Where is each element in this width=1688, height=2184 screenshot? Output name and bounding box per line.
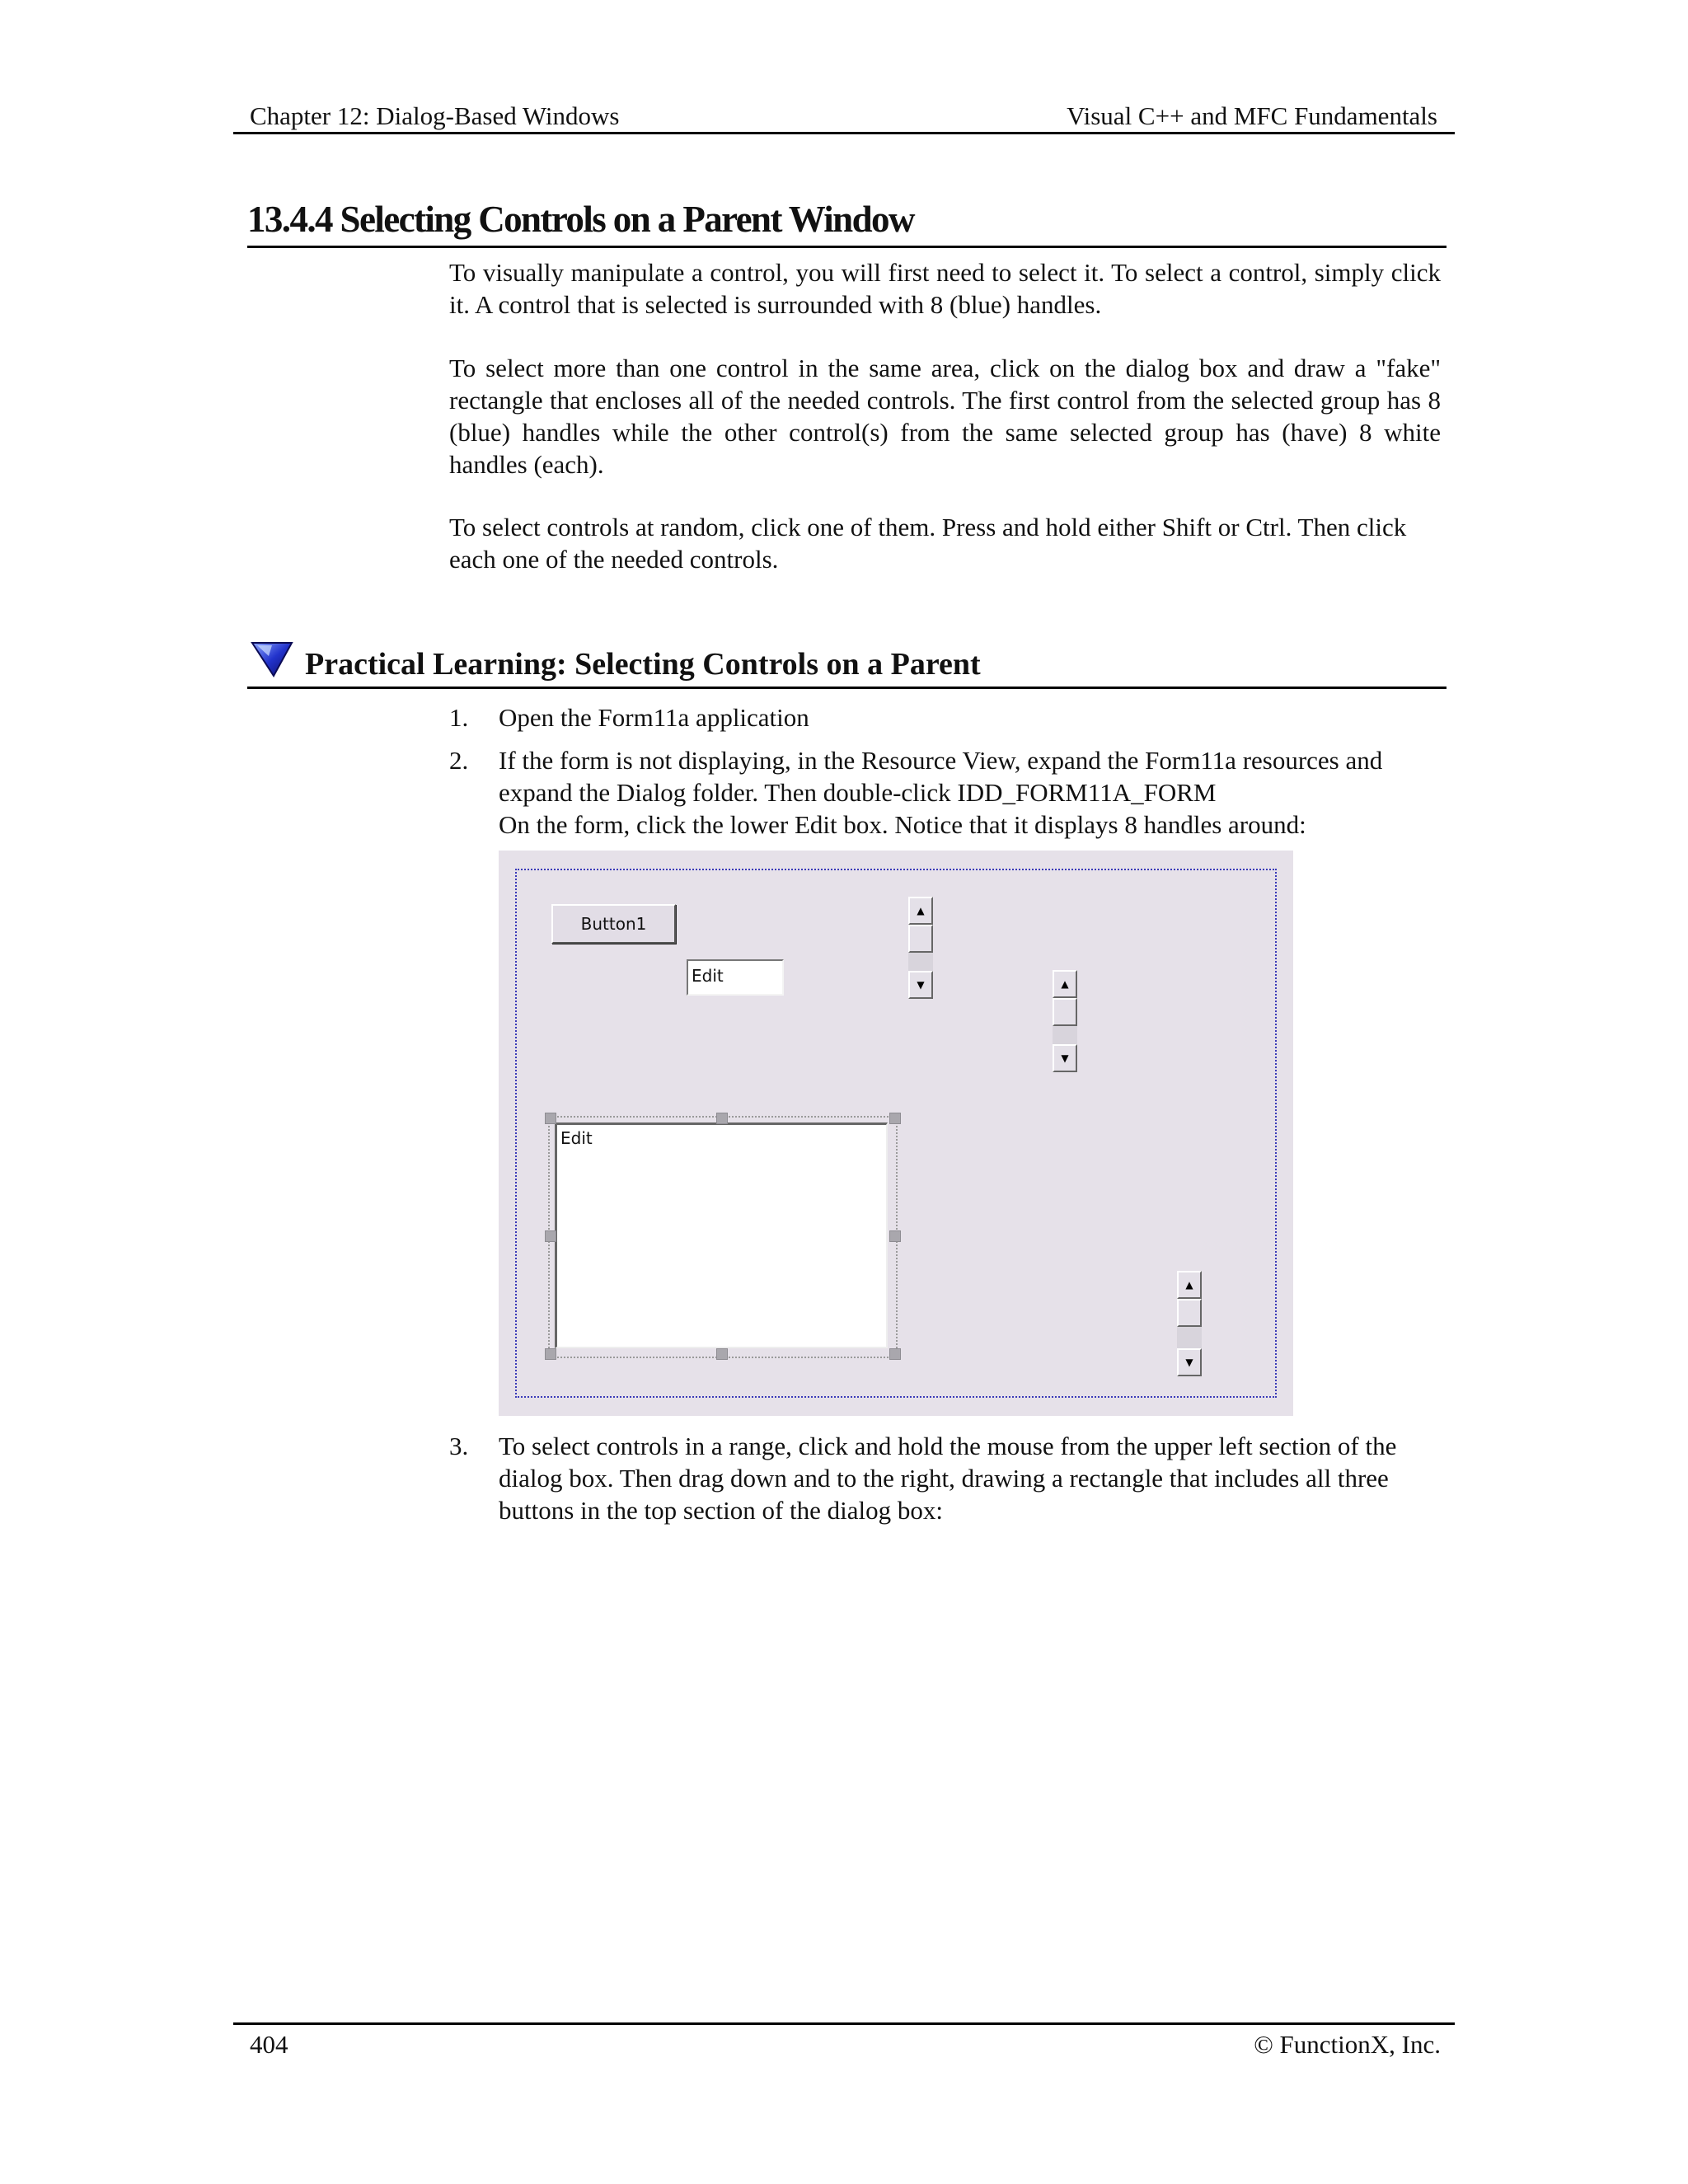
vertical-scrollbar[interactable] <box>908 897 933 999</box>
step-2 <box>449 744 1447 841</box>
step-number: 3. <box>449 1432 469 1460</box>
dialog-screenshot <box>499 851 1293 1416</box>
blue-triangle-icon <box>249 636 295 679</box>
resize-handle[interactable] <box>889 1113 901 1124</box>
scroll-track[interactable] <box>908 953 933 971</box>
resize-handle[interactable] <box>716 1348 728 1360</box>
step-number: 1. <box>449 703 469 732</box>
resize-handle[interactable] <box>889 1348 901 1360</box>
step-text: If the form is not displaying, in the Resource View, expand the Form11a resources and expand the Dialog folder. Then double-click IDD_FORM11A_FORM <box>499 746 1383 807</box>
scroll-up-arrow-icon[interactable]: ▲ <box>908 897 933 925</box>
button1[interactable]: Button1 <box>551 904 676 944</box>
vertical-scrollbar[interactable] <box>1053 970 1077 1072</box>
scroll-down-arrow-icon[interactable]: ▼ <box>908 971 933 999</box>
header-rule <box>233 132 1455 134</box>
step-number: 2. <box>449 746 469 775</box>
scroll-thumb[interactable] <box>1053 998 1077 1026</box>
step-3 <box>449 1430 1447 1526</box>
step-text-continued: On the form, click the lower Edit box. Notice that it displays 8 handles around: <box>499 810 1306 839</box>
scroll-track[interactable] <box>1177 1327 1202 1348</box>
scroll-up-arrow-icon[interactable]: ▲ <box>1053 970 1077 998</box>
copyright: © FunctionX, Inc. <box>1254 2030 1441 2059</box>
scroll-down-arrow-icon[interactable]: ▼ <box>1053 1044 1077 1072</box>
scroll-up-arrow-icon[interactable]: ▲ <box>1177 1271 1202 1299</box>
resize-handle[interactable] <box>545 1230 556 1242</box>
page-number: 404 <box>250 2030 288 2059</box>
scroll-thumb[interactable] <box>1177 1299 1202 1327</box>
edit-box-bottom[interactable]: Edit <box>555 1122 888 1348</box>
section-title: 13.4.4 Selecting Controls on a Parent Window <box>247 199 914 240</box>
resize-handle[interactable] <box>889 1230 901 1242</box>
paragraph: To select more than one control in the same area, click on the dialog box and draw a "fake" rectangle that encloses all of the needed controls. The first control from the selected group has 8 (blue) handles while the other control(s) from the same selected group has (have) 8 white handles (each). <box>449 354 1441 479</box>
vertical-scrollbar[interactable] <box>1177 1271 1202 1376</box>
resize-handle[interactable] <box>545 1348 556 1360</box>
practical-learning-title: Practical Learning: Selecting Controls on a Parent <box>305 647 981 682</box>
scroll-down-arrow-icon[interactable]: ▼ <box>1177 1348 1202 1376</box>
edit-box-top[interactable]: Edit <box>687 959 784 996</box>
step-text: Open the Form11a application <box>499 703 809 732</box>
resize-handle[interactable] <box>545 1113 556 1124</box>
running-header-book: Visual C++ and MFC Fundamentals <box>1067 101 1437 130</box>
section-rule <box>247 246 1447 248</box>
step-text: To select controls in a range, click and hold the mouse from the upper left section of the dialog box. Then drag down and to the right, drawing a rectangle that includes all three buttons in the top section of the dialog box: <box>499 1432 1397 1525</box>
scroll-track[interactable] <box>1053 1026 1077 1044</box>
practical-rule <box>247 687 1447 689</box>
resize-handle[interactable] <box>716 1113 728 1124</box>
paragraph: To visually manipulate a control, you will first need to select it. To select a control, simply click it. A control that is selected is surrounded with 8 (blue) handles. <box>449 258 1441 319</box>
scroll-thumb[interactable] <box>908 925 933 953</box>
paragraph: To select controls at random, click one of them. Press and hold either Shift or Ctrl. Then click each one of the needed controls. <box>449 513 1407 574</box>
footer-rule <box>233 2022 1455 2025</box>
running-header-chapter: Chapter 12: Dialog-Based Windows <box>250 101 620 130</box>
step-1 <box>449 701 1447 733</box>
